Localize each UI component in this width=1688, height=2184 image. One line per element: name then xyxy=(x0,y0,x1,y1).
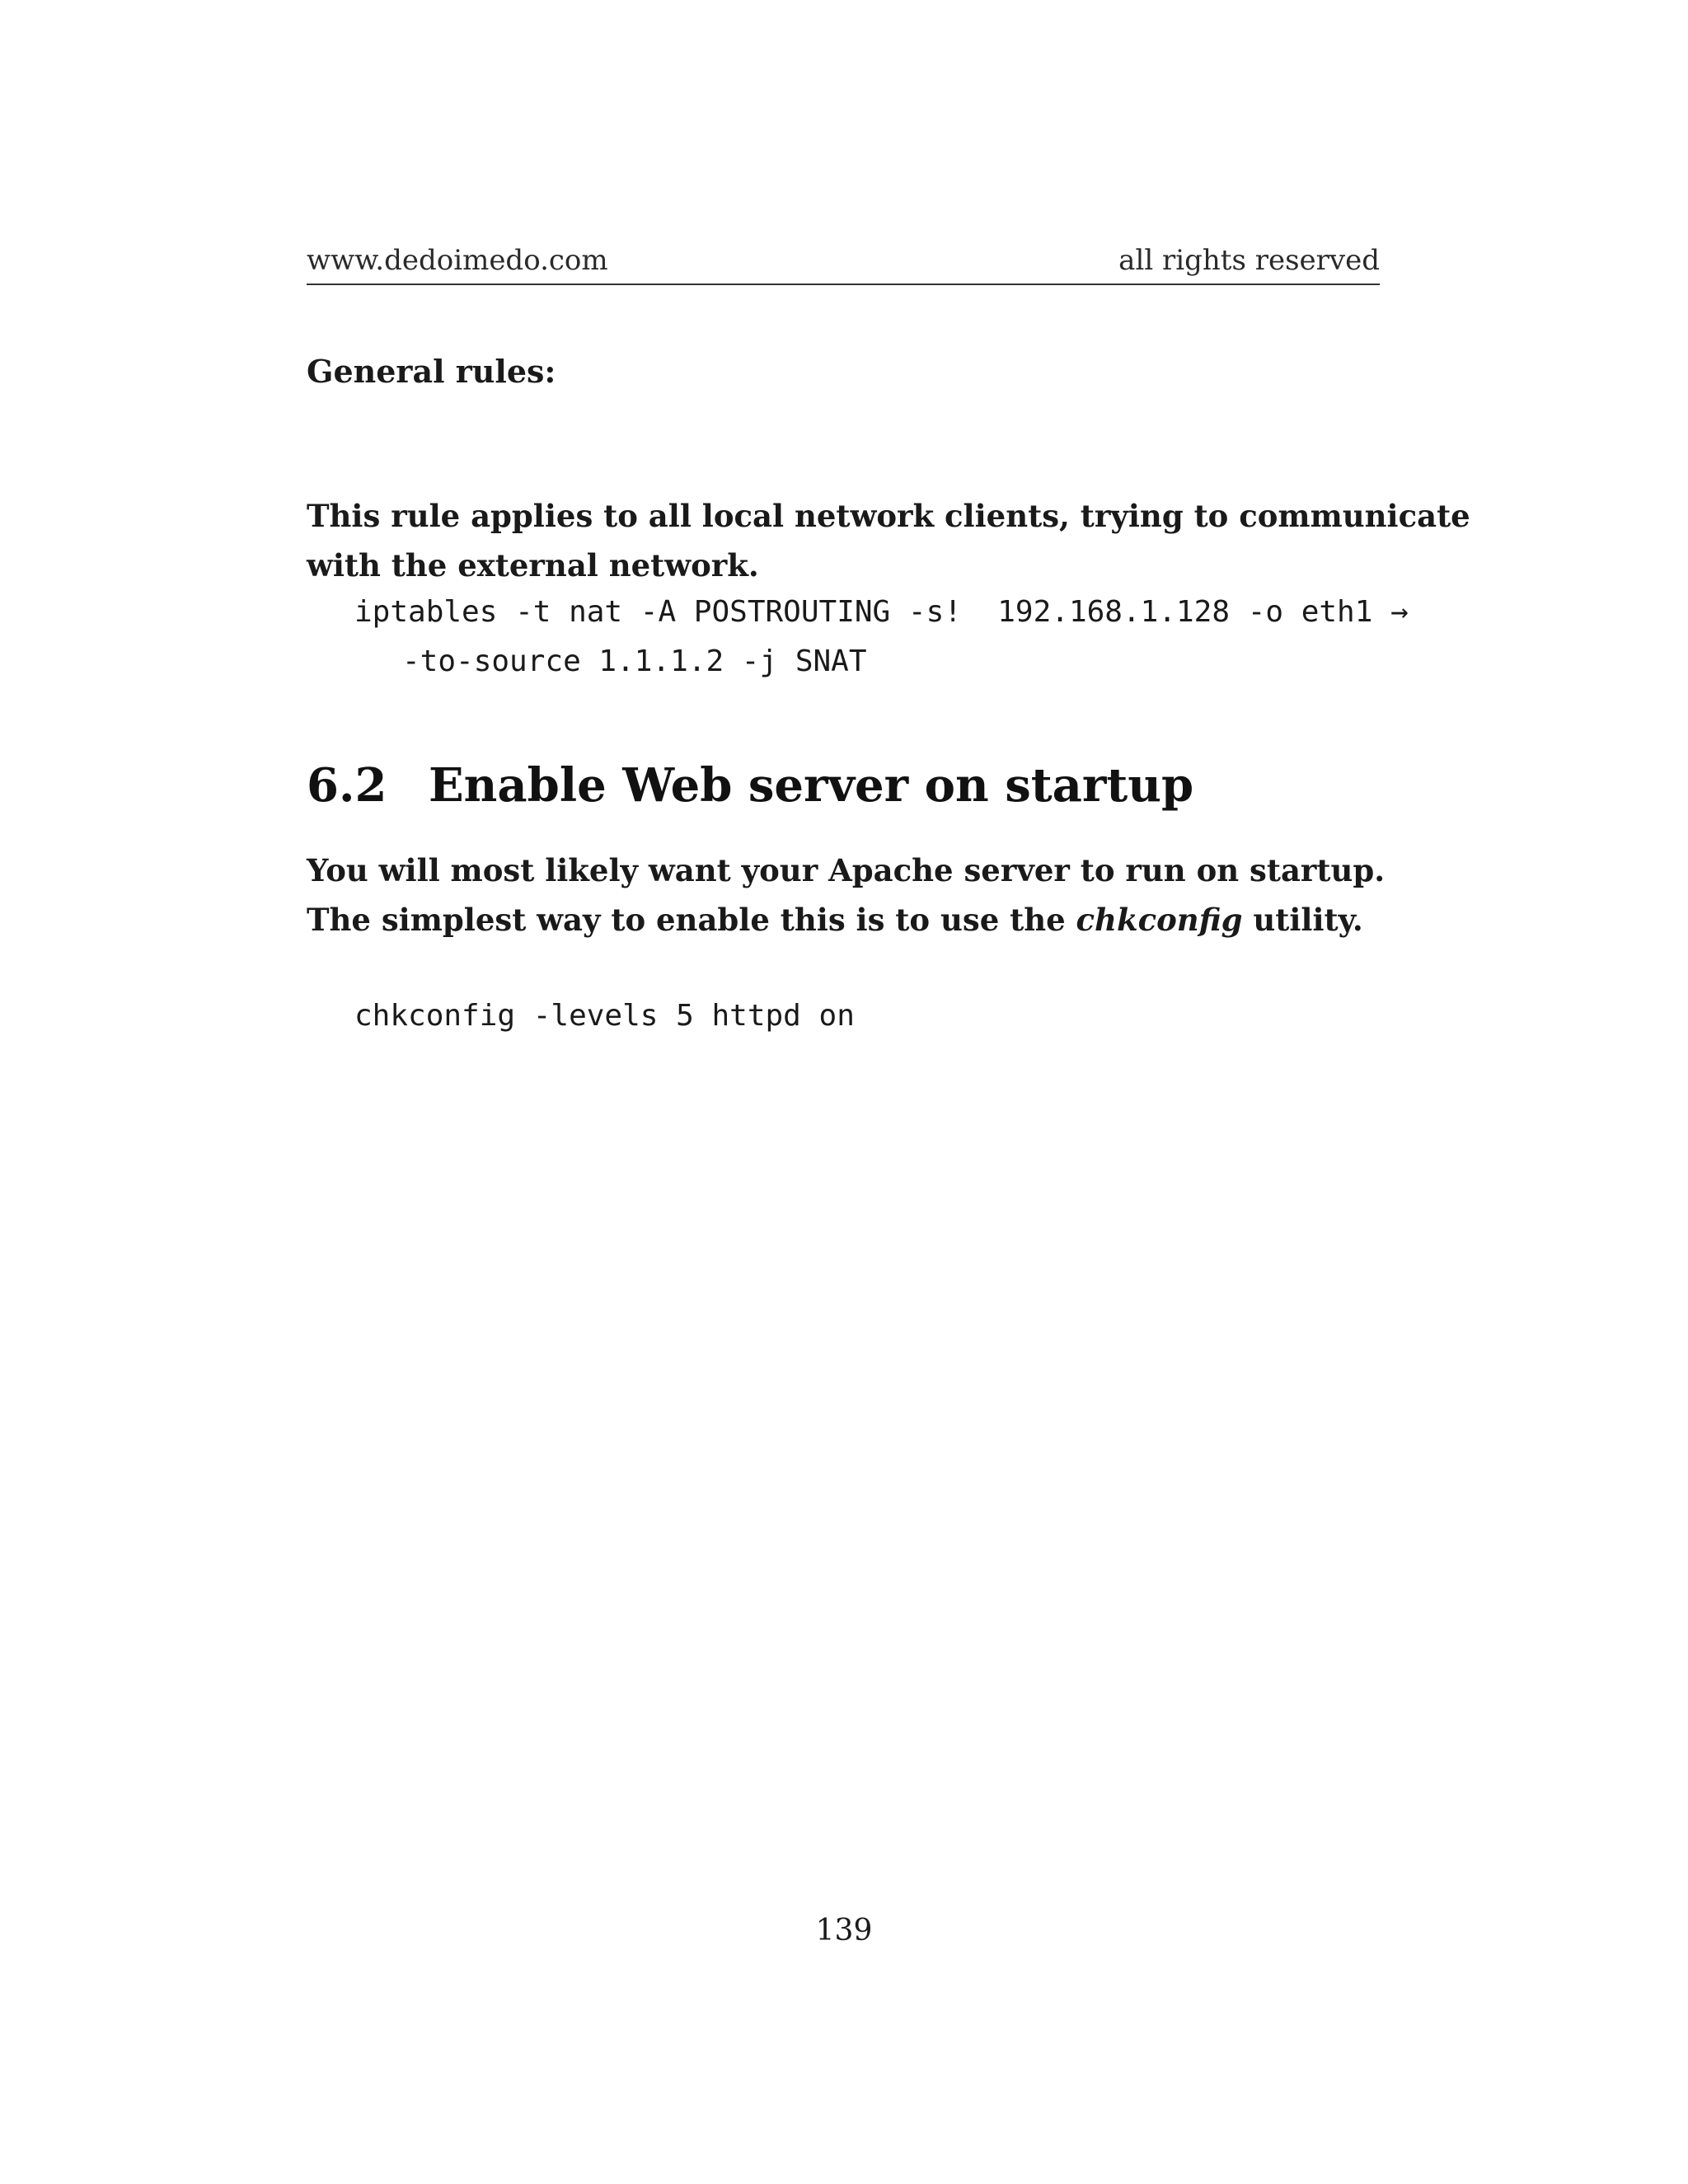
iptables-command-line-2: -to-source 1.1.1.2 -j SNAT xyxy=(402,644,867,678)
section-body-line-2-start: The simplest way to enable this is to use the xyxy=(307,902,1076,938)
header-rights-notice: all rights reserved xyxy=(1118,244,1380,277)
section-body-line-1: You will most likely want your Apache server to run on startup. xyxy=(307,852,1386,888)
chkconfig-emphasis: chkconfig xyxy=(1076,902,1243,938)
section-heading xyxy=(307,758,1193,813)
rule-description-line-1: This rule applies to all local network clients, trying to communicate xyxy=(307,498,1470,534)
running-header xyxy=(307,242,1380,285)
chkconfig-command: chkconfig -levels 5 httpd on xyxy=(354,999,855,1033)
rule-description-paragraph xyxy=(307,491,1470,590)
page-number: 139 xyxy=(815,1914,873,1947)
section-number: 6.2 xyxy=(307,758,387,813)
section-body-line-2 xyxy=(307,895,1380,944)
iptables-command-line-1: iptables -t nat -A POSTROUTING -s! 192.168.1.128 -o eth1 → xyxy=(354,595,1409,629)
rule-description-line-2: with the external network. xyxy=(307,547,759,583)
section-body-line-2-end: utility. xyxy=(1242,902,1363,938)
general-rules-label: General rules: xyxy=(307,353,556,390)
section-body-paragraph xyxy=(307,846,1386,944)
section-title: Enable Web server on startup xyxy=(429,758,1194,813)
header-site-url: www.dedoimedo.com xyxy=(307,244,608,277)
